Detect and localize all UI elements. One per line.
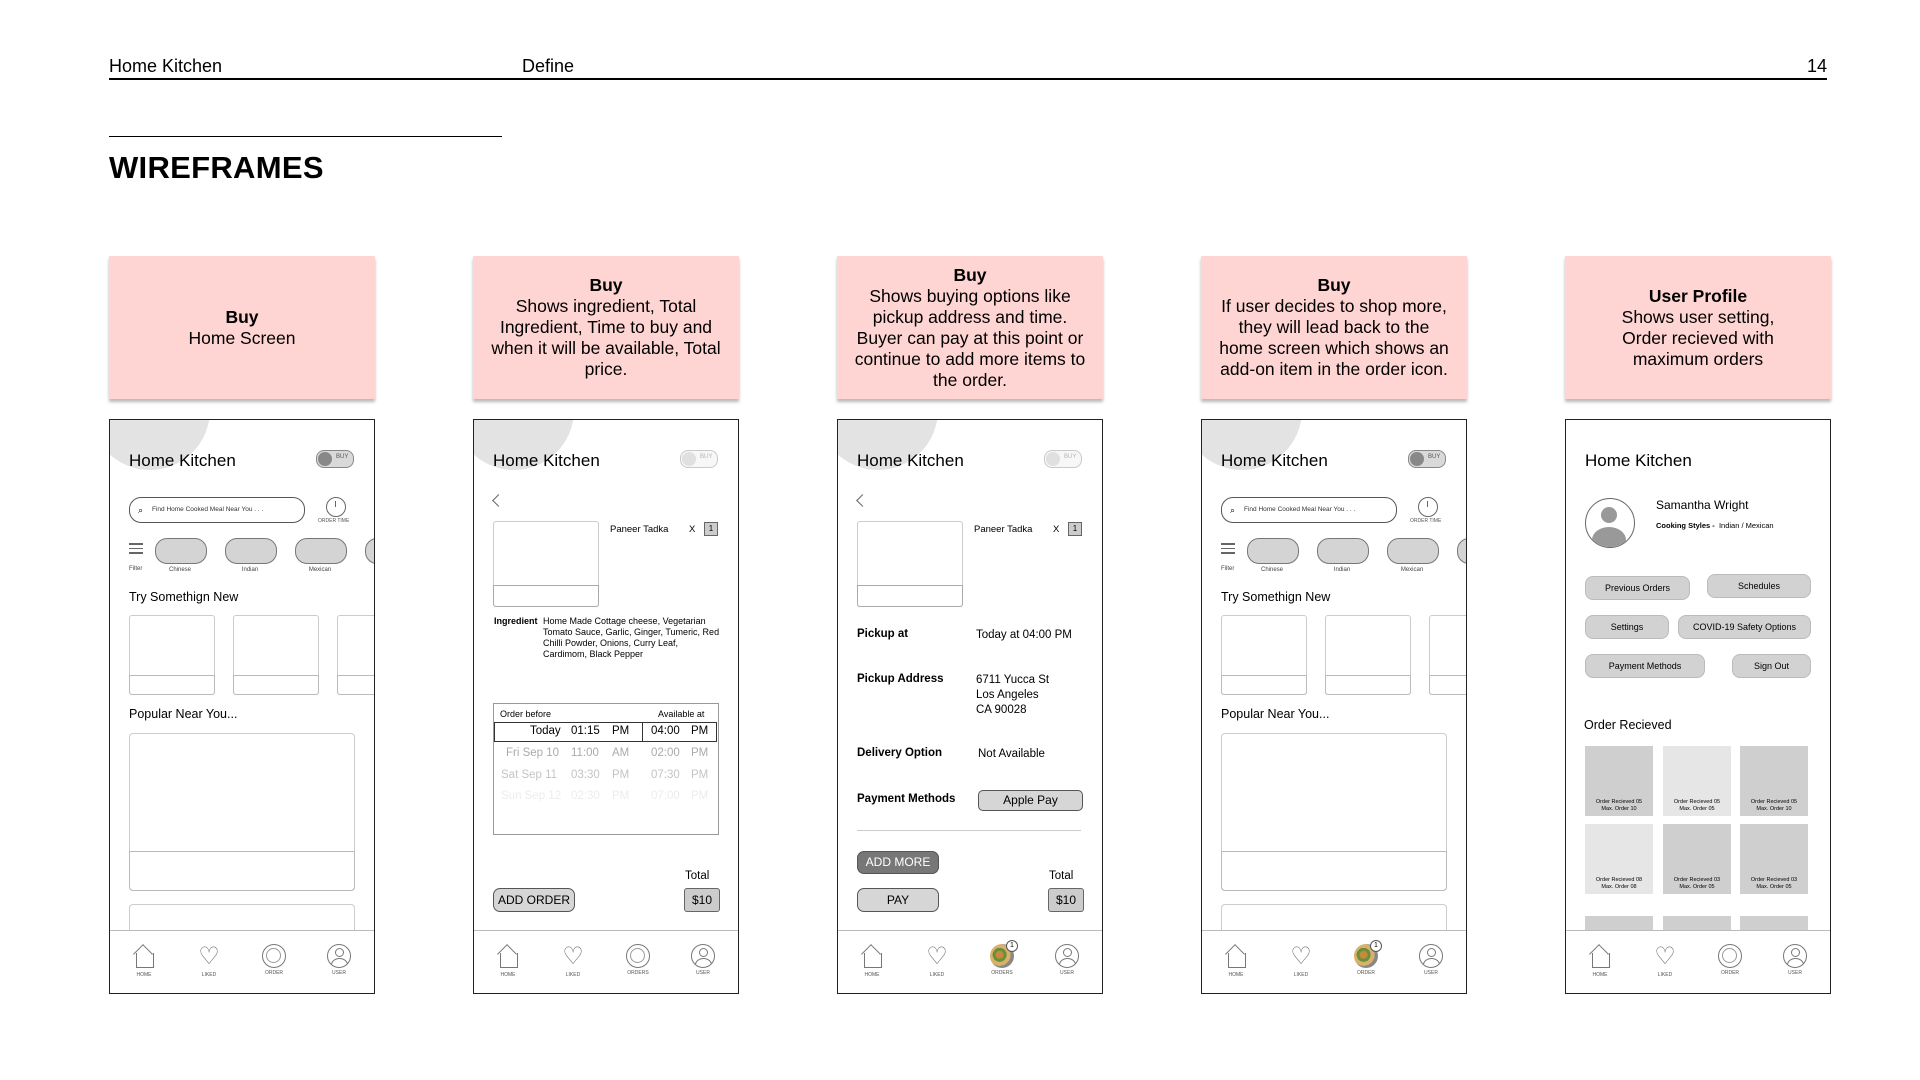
row-available: 07:30 bbox=[651, 769, 680, 781]
row-time: 02:30 bbox=[571, 790, 600, 802]
buy-toggle[interactable] bbox=[1408, 450, 1446, 468]
pay-button[interactable]: PAY bbox=[857, 888, 939, 912]
payment-methods-button[interactable]: Payment Methods bbox=[1585, 654, 1705, 678]
bottom-nav bbox=[1202, 930, 1466, 993]
nav-order[interactable] bbox=[1712, 944, 1748, 976]
home-icon bbox=[859, 944, 885, 970]
total-value: $10 bbox=[684, 888, 720, 912]
nav-label: HOME bbox=[1592, 972, 1608, 978]
header-rule bbox=[109, 78, 1827, 80]
filter-icon[interactable] bbox=[129, 543, 143, 555]
nav-label: HOME bbox=[500, 972, 516, 978]
title-rule bbox=[109, 136, 502, 137]
apple-pay-button[interactable]: Apple Pay bbox=[978, 790, 1083, 811]
note-body: If user decides to shop more, they will lead back to the home screen which shows an add-on item in the order icon. bbox=[1219, 296, 1449, 379]
bottom-nav bbox=[474, 930, 738, 993]
page-title: WIREFRAMES bbox=[109, 150, 324, 185]
buy-toggle[interactable] bbox=[316, 450, 354, 468]
order-time-label: ORDER TIME bbox=[1410, 518, 1442, 524]
home-icon bbox=[131, 944, 157, 970]
max-order-count: Max. Order 08 bbox=[1601, 884, 1637, 890]
order-icon bbox=[626, 944, 650, 968]
user-icon bbox=[327, 944, 351, 968]
toggle-label: BUY bbox=[700, 454, 713, 460]
row-available: 07:00 bbox=[651, 790, 680, 802]
app-title: Home Kitchen bbox=[857, 451, 964, 470]
available-at-header: Available at bbox=[658, 709, 705, 719]
divider bbox=[857, 830, 1081, 831]
note-4 bbox=[1201, 256, 1467, 399]
quantity-multiplier: X bbox=[1053, 524, 1060, 535]
pickup-address-label: Pickup Address bbox=[857, 673, 944, 685]
add-more-button[interactable]: ADD MORE bbox=[857, 851, 939, 874]
category-chinese[interactable] bbox=[1247, 538, 1299, 564]
nav-orders[interactable] bbox=[984, 944, 1020, 976]
clock-icon[interactable] bbox=[326, 497, 346, 517]
bottom-nav bbox=[110, 930, 374, 993]
nav-user[interactable] bbox=[1777, 944, 1813, 976]
note-body: Shows buying options like pickup address and time. Buyer can pay at this point or continue to add more items to the order. bbox=[854, 285, 1086, 390]
address-line: CA 90028 bbox=[976, 704, 1027, 716]
nav-label: USER bbox=[1060, 970, 1074, 976]
nav-label: ORDERS bbox=[627, 970, 649, 976]
search-icon: ⌕ bbox=[138, 505, 144, 515]
food-card[interactable] bbox=[1325, 615, 1411, 695]
app-title: Home Kitchen bbox=[493, 451, 600, 470]
nav-home[interactable] bbox=[854, 944, 890, 978]
filter-label: Filter bbox=[1221, 566, 1235, 572]
row-available-ampm: PM bbox=[691, 769, 709, 781]
app-title: Home Kitchen bbox=[1221, 451, 1328, 470]
food-order-icon bbox=[990, 944, 1014, 968]
row-ampm: AM bbox=[612, 747, 630, 759]
note-title: Buy bbox=[225, 306, 259, 327]
note-title: User Profile bbox=[1648, 285, 1748, 306]
order-recieved-count: Order Recieved 08 bbox=[1595, 877, 1643, 883]
nav-label: USER bbox=[332, 970, 346, 976]
nav-label: USER bbox=[696, 970, 710, 976]
filter-icon[interactable] bbox=[1221, 543, 1235, 555]
order-before-header: Order before bbox=[500, 709, 552, 719]
wireframe-detail bbox=[473, 419, 739, 994]
food-card[interactable] bbox=[1429, 615, 1467, 695]
nav-user[interactable] bbox=[321, 944, 357, 976]
order-card-label bbox=[1585, 799, 1653, 813]
quantity-multiplier: X bbox=[689, 524, 696, 535]
order-recieved-count: Order Recieved 03 bbox=[1750, 877, 1798, 883]
order-card-label bbox=[1663, 877, 1731, 891]
category-label: Mexican bbox=[308, 567, 332, 573]
order-card[interactable] bbox=[1585, 824, 1653, 894]
note-body: Shows user setting, Order recieved with maximum orders bbox=[1621, 306, 1775, 369]
product-name: Paneer Tadka bbox=[974, 524, 1033, 535]
food-card[interactable] bbox=[337, 615, 375, 695]
category-label: Mexican bbox=[1400, 567, 1424, 573]
nav-liked[interactable] bbox=[919, 944, 955, 978]
clock-icon[interactable] bbox=[1418, 497, 1438, 517]
user-icon bbox=[691, 944, 715, 968]
category-more[interactable] bbox=[1457, 538, 1467, 564]
home-icon bbox=[1587, 944, 1613, 970]
page-number: 14 bbox=[1806, 56, 1827, 76]
row-day: Sun Sep 12 bbox=[501, 790, 562, 802]
payment-methods-label: Payment Methods bbox=[857, 793, 956, 805]
toggle-label: BUY bbox=[336, 454, 349, 460]
nav-order[interactable] bbox=[256, 944, 292, 976]
wireframe-home-addon bbox=[1201, 419, 1467, 994]
nav-label: ORDER bbox=[1720, 970, 1740, 976]
search-icon: ⌕ bbox=[1230, 505, 1236, 515]
section-popular: Popular Near You... bbox=[129, 707, 238, 721]
ingredient-text: Home Made Cottage cheese, Vegetarian Tomato Sauce, Garlic, Ginger, Tumeric, Red Chilli Powder, Onions, Curry Leaf, Cardimom, Black Pepper bbox=[543, 616, 720, 659]
user-icon bbox=[1419, 944, 1443, 968]
food-card[interactable] bbox=[233, 615, 319, 695]
search-placeholder: Find Home Cooked Meal Near You . . . bbox=[1244, 506, 1356, 513]
nav-label: LIKED bbox=[201, 972, 217, 978]
ingredient-label: Ingredient bbox=[494, 616, 538, 626]
nav-liked[interactable] bbox=[1647, 944, 1683, 978]
user-icon bbox=[1055, 944, 1079, 968]
user-icon bbox=[1783, 944, 1807, 968]
order-recieved-heading: Order Recieved bbox=[1584, 718, 1672, 732]
order-recieved-count: Order Recieved 05 bbox=[1673, 799, 1721, 805]
order-card[interactable] bbox=[1585, 746, 1653, 816]
doc-title: Home Kitchen bbox=[109, 56, 223, 76]
category-label: Indian bbox=[1333, 567, 1351, 573]
nav-home[interactable] bbox=[490, 944, 526, 978]
address-line: Los Angeles bbox=[976, 689, 1039, 701]
cooking-styles bbox=[1656, 521, 1774, 530]
nav-home[interactable] bbox=[1218, 944, 1254, 978]
nav-label: USER bbox=[1788, 970, 1802, 976]
note-title: Buy bbox=[953, 264, 987, 285]
sign-out-button[interactable]: Sign Out bbox=[1732, 654, 1811, 678]
wireframe-checkout bbox=[837, 419, 1103, 994]
section-try-new: Try Somethign New bbox=[1221, 590, 1331, 604]
max-order-count: Max. Order 05 bbox=[1679, 884, 1715, 890]
section-try-new: Try Somethign New bbox=[129, 590, 239, 604]
covid-safety-button[interactable]: COVID-19 Safety Options bbox=[1678, 615, 1811, 639]
category-mexican[interactable] bbox=[295, 538, 347, 564]
nav-label: ORDER bbox=[264, 970, 284, 976]
row-available-ampm: PM bbox=[691, 747, 709, 759]
row-day: Sat Sep 11 bbox=[501, 769, 558, 781]
total-value: $10 bbox=[1048, 888, 1084, 912]
row-ampm: PM bbox=[612, 790, 630, 802]
schedules-button[interactable]: Schedules bbox=[1707, 574, 1811, 598]
total-label: Total bbox=[685, 870, 710, 882]
category-label: Chinese bbox=[168, 567, 191, 573]
nav-label: LIKED bbox=[929, 972, 945, 978]
category-indian[interactable] bbox=[1317, 538, 1369, 564]
order-badge: 1 bbox=[1006, 940, 1018, 952]
category-mexican[interactable] bbox=[1387, 538, 1439, 564]
add-order-button[interactable]: ADD ORDER bbox=[493, 888, 575, 912]
order-card[interactable] bbox=[1663, 824, 1731, 894]
profile-name: Samantha Wright bbox=[1656, 498, 1749, 512]
nav-liked[interactable] bbox=[555, 944, 591, 978]
nav-liked[interactable] bbox=[191, 944, 227, 978]
app-title: Home Kitchen bbox=[129, 451, 236, 470]
order-card-label bbox=[1663, 799, 1731, 813]
previous-orders-button[interactable]: Previous Orders bbox=[1585, 576, 1690, 600]
wireframe-profile bbox=[1565, 419, 1831, 994]
delivery-option-value: Not Available bbox=[978, 748, 1045, 760]
nav-orders[interactable] bbox=[620, 944, 656, 976]
nav-label: ORDERS bbox=[991, 970, 1013, 976]
nav-home[interactable] bbox=[126, 944, 162, 978]
nav-liked[interactable] bbox=[1283, 944, 1319, 978]
total-label: Total bbox=[1049, 870, 1074, 882]
order-card[interactable] bbox=[1740, 746, 1808, 816]
order-icon bbox=[1718, 944, 1742, 968]
food-card[interactable] bbox=[129, 615, 215, 695]
nav-home[interactable] bbox=[1582, 944, 1618, 978]
note-1 bbox=[109, 256, 375, 399]
max-order-count: Max. Order 10 bbox=[1601, 806, 1637, 812]
category-chinese[interactable] bbox=[155, 538, 207, 564]
product-image bbox=[857, 521, 963, 607]
avatar[interactable] bbox=[1585, 498, 1635, 548]
filter-label: Filter bbox=[129, 566, 143, 572]
row-ampm: PM bbox=[612, 725, 630, 737]
product-image bbox=[493, 521, 599, 607]
wireframe-home bbox=[109, 419, 375, 994]
home-icon bbox=[1223, 944, 1249, 970]
order-recieved-count: Order Recieved 05 bbox=[1595, 799, 1643, 805]
pickup-at-value: Today at 04:00 PM bbox=[976, 629, 1072, 641]
buy-toggle[interactable] bbox=[1044, 450, 1082, 468]
row-day: Today bbox=[530, 725, 561, 737]
order-card[interactable] bbox=[1740, 824, 1808, 894]
nav-label: HOME bbox=[136, 972, 152, 978]
back-icon[interactable] bbox=[492, 494, 505, 507]
nav-label: HOME bbox=[1228, 972, 1244, 978]
row-available-ampm: PM bbox=[691, 725, 709, 737]
heart-icon: ♡ bbox=[198, 943, 220, 970]
food-order-icon bbox=[1354, 944, 1378, 968]
buy-toggle[interactable] bbox=[680, 450, 718, 468]
bottom-nav bbox=[1566, 930, 1830, 993]
back-icon[interactable] bbox=[856, 494, 869, 507]
section-label: Define bbox=[522, 56, 575, 76]
cooking-styles-value: Indian / Mexican bbox=[1718, 521, 1774, 530]
popular-card[interactable] bbox=[1221, 733, 1447, 891]
app-title: Home Kitchen bbox=[1585, 451, 1692, 470]
note-body: Home Screen bbox=[188, 327, 296, 348]
nav-label: USER bbox=[1424, 970, 1438, 976]
order-card-label bbox=[1585, 877, 1653, 891]
nav-user[interactable] bbox=[685, 944, 721, 976]
product-name: Paneer Tadka bbox=[610, 524, 669, 535]
nav-label: LIKED bbox=[1657, 972, 1673, 978]
quantity-box[interactable]: 1 bbox=[1068, 522, 1082, 536]
order-recieved-count: Order Recieved 03 bbox=[1673, 877, 1721, 883]
category-label: Indian bbox=[241, 567, 259, 573]
heart-icon: ♡ bbox=[1290, 943, 1312, 970]
pickup-at-label: Pickup at bbox=[857, 628, 909, 640]
order-card-label bbox=[1740, 799, 1808, 813]
order-card[interactable] bbox=[1663, 746, 1731, 816]
row-available: 02:00 bbox=[651, 747, 680, 759]
nav-label: ORDER bbox=[1356, 970, 1376, 976]
toggle-label: BUY bbox=[1428, 454, 1441, 460]
search-placeholder: Find Home Cooked Meal Near You . . . bbox=[152, 506, 264, 513]
category-indian[interactable] bbox=[225, 538, 277, 564]
address-line: 6711 Yucca St bbox=[976, 674, 1050, 686]
heart-icon: ♡ bbox=[562, 943, 584, 970]
row-day: Fri Sep 10 bbox=[506, 747, 560, 759]
order-time-label: ORDER TIME bbox=[318, 518, 350, 524]
nav-user[interactable] bbox=[1049, 944, 1085, 976]
section-popular: Popular Near You... bbox=[1221, 707, 1330, 721]
max-order-count: Max. Order 05 bbox=[1679, 806, 1715, 812]
heart-icon: ♡ bbox=[926, 943, 948, 970]
home-icon bbox=[495, 944, 521, 970]
search-input[interactable] bbox=[1221, 497, 1397, 523]
row-time: 03:30 bbox=[571, 769, 600, 781]
note-2 bbox=[473, 256, 739, 399]
nav-label: LIKED bbox=[565, 972, 581, 978]
row-available-ampm: PM bbox=[691, 790, 709, 802]
row-ampm: PM bbox=[612, 769, 630, 781]
food-card[interactable] bbox=[1221, 615, 1307, 695]
time-picker[interactable] bbox=[493, 703, 719, 835]
nav-label: HOME bbox=[864, 972, 880, 978]
nav-order[interactable] bbox=[1348, 944, 1384, 976]
delivery-option-label: Delivery Option bbox=[857, 747, 942, 759]
note-body: Shows ingredient, Total Ingredient, Time to buy and when it will be available, Total price. bbox=[491, 296, 721, 379]
row-time: 01:15 bbox=[571, 725, 600, 737]
popular-card[interactable] bbox=[129, 733, 355, 891]
note-5 bbox=[1565, 256, 1831, 399]
toggle-label: BUY bbox=[1064, 454, 1077, 460]
search-input[interactable] bbox=[129, 497, 305, 523]
category-label: Chinese bbox=[1260, 567, 1283, 573]
max-order-count: Max. Order 05 bbox=[1756, 884, 1792, 890]
nav-label: LIKED bbox=[1293, 972, 1309, 978]
settings-button[interactable]: Settings bbox=[1585, 615, 1669, 639]
order-card-label bbox=[1740, 877, 1808, 891]
order-icon bbox=[262, 944, 286, 968]
order-badge: 1 bbox=[1370, 940, 1382, 952]
note-title: Buy bbox=[1317, 275, 1351, 295]
row-available: 04:00 bbox=[651, 725, 680, 737]
quantity-box[interactable]: 1 bbox=[704, 522, 718, 536]
note-title: Buy bbox=[589, 275, 623, 295]
row-time: 11:00 bbox=[571, 747, 599, 759]
note-3 bbox=[837, 256, 1103, 399]
cooking-styles-label: Cooking Styles - bbox=[1656, 521, 1715, 530]
category-more[interactable] bbox=[365, 538, 375, 564]
heart-icon: ♡ bbox=[1654, 943, 1676, 970]
order-recieved-count: Order Recieved 05 bbox=[1750, 799, 1798, 805]
nav-user[interactable] bbox=[1413, 944, 1449, 976]
max-order-count: Max. Order 10 bbox=[1756, 806, 1792, 812]
bottom-nav bbox=[838, 930, 1102, 993]
